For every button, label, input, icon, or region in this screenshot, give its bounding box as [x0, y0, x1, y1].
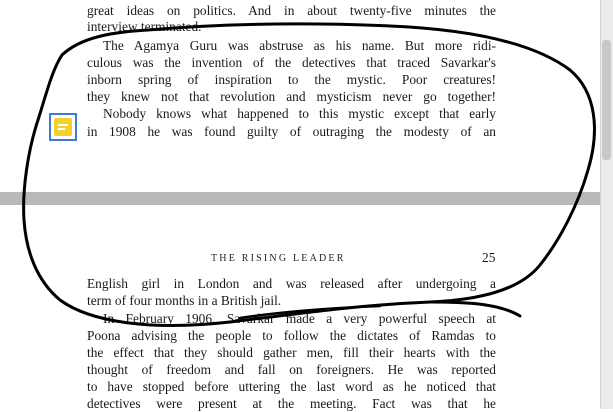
note-icon — [54, 118, 72, 136]
running-header: THE RISING LEADER — [211, 253, 346, 264]
text-line: great ideas on politics. And in about twenty-five minutes the — [87, 3, 496, 18]
text-line: Poona advising the people to follow the dictates of Ramdas to — [87, 328, 496, 343]
text-line: in 1908 he was found guilty of outraging the modesty of an — [87, 124, 496, 139]
text-line: culous was the invention of the detectives that traced Savarkar's — [87, 55, 496, 70]
text-line: thought of freedom and fall on foreigners. He was reported — [87, 362, 496, 377]
text-line: the effect that they should gather men, fill their hearts with the — [87, 345, 496, 360]
text-line: inborn spring of inspiration to the mystic. Poor creatures! — [87, 72, 496, 87]
page-number: 25 — [482, 250, 496, 265]
text-line: detectives were present at the meeting. Fact was that he — [87, 396, 496, 411]
text-line: they knew not that revolution and mysticism never go together! — [87, 89, 496, 104]
document-page-top — [0, 0, 613, 192]
page-separator — [0, 192, 613, 205]
text-line: The Agamya Guru was abstruse as his name. But more ridi- — [103, 38, 496, 53]
text-line: Nobody knows what happened to this mystic except that early — [103, 106, 496, 121]
text-line: term of four months in a British jail. — [87, 293, 282, 308]
scrollbar-thumb[interactable] — [602, 40, 611, 160]
text-line: English girl in London and was released after undergoing a — [87, 276, 496, 291]
sticky-note-comment-icon[interactable] — [49, 113, 77, 141]
text-line: to have stopped before uttering the last word as he noticed that — [87, 379, 496, 394]
text-line: interview terminated. — [87, 19, 202, 34]
text-line: In February 1906, Savarkar made a very powerful speech at — [103, 311, 496, 326]
